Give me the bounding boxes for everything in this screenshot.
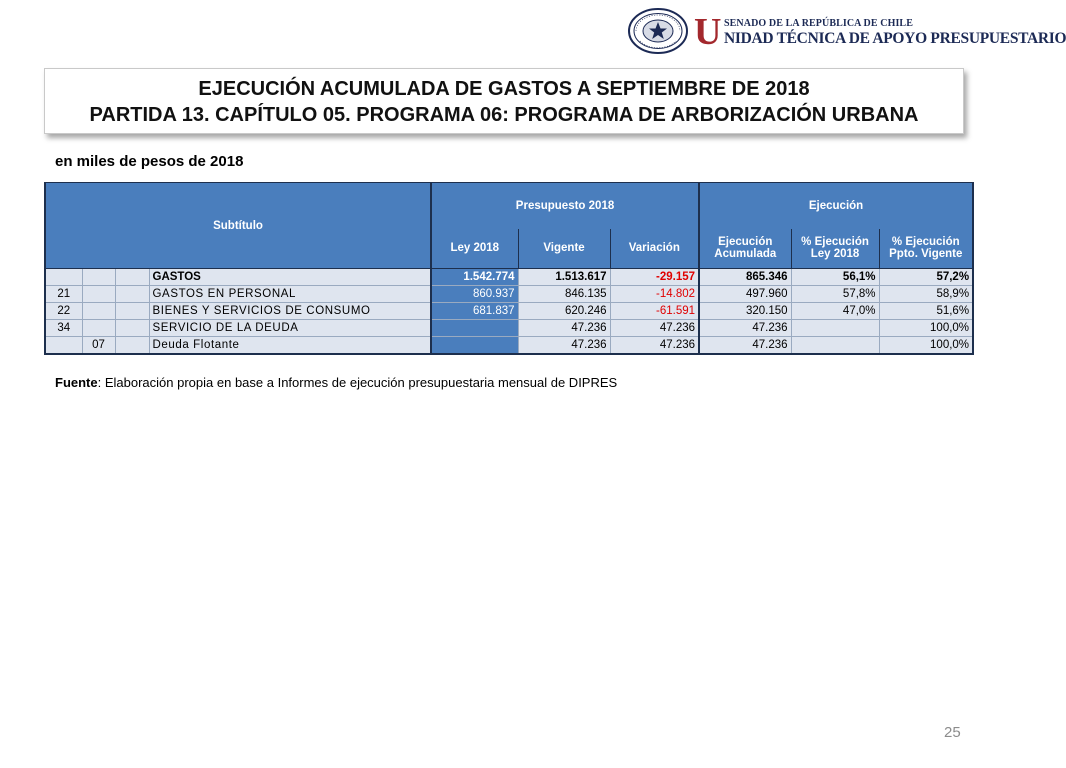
cell-vigente: 47.236 xyxy=(518,320,610,337)
table-row xyxy=(45,320,973,337)
execution-table xyxy=(44,182,974,355)
cell-ejecucion: 497.960 xyxy=(699,286,791,303)
table-row xyxy=(45,286,973,303)
ejec-acum-header-l1: Ejecución xyxy=(718,236,773,249)
logo-senate-text: SENADO DE LA REPÚBLICA DE CHILE xyxy=(724,18,913,29)
cell-variacion: 47.236 xyxy=(610,320,699,337)
pct-vig-header-l2: Ppto. Vigente xyxy=(889,248,963,261)
cell-ley xyxy=(431,337,518,355)
pct-vig-header xyxy=(879,229,973,269)
cell-item xyxy=(82,320,115,337)
logo-unit-text: NIDAD TÉCNICA DE APOYO PRESUPUESTARIO xyxy=(724,30,1066,47)
table-row xyxy=(45,269,973,286)
cell-ley xyxy=(431,320,518,337)
cell-pct-ley: 56,1% xyxy=(791,269,879,286)
cell-variacion: -14.802 xyxy=(610,286,699,303)
cell-label: SERVICIO DE LA DEUDA xyxy=(149,320,431,337)
cell-item xyxy=(82,269,115,286)
cell-vigente: 846.135 xyxy=(518,286,610,303)
ejecucion-header: Ejecución xyxy=(699,183,973,229)
cell-pct-ley xyxy=(791,320,879,337)
pct-ley-header-l2: Ley 2018 xyxy=(810,248,860,261)
logo-initial: U xyxy=(694,11,722,53)
pct-vig-header-l1: % Ejecución xyxy=(891,236,960,249)
cell-pct-vigente: 57,2% xyxy=(879,269,973,286)
cell-pct-ley: 57,8% xyxy=(791,286,879,303)
cell-ejecucion: 865.346 xyxy=(699,269,791,286)
source-note xyxy=(55,375,617,390)
cell-pct-ley xyxy=(791,337,879,355)
cell-subtitulo: 22 xyxy=(45,303,82,320)
cell-subtitulo xyxy=(45,269,82,286)
senate-seal-icon xyxy=(628,8,688,54)
cell-pct-vigente: 100,0% xyxy=(879,320,973,337)
cell-vigente: 47.236 xyxy=(518,337,610,355)
table-row xyxy=(45,337,973,355)
title-line-2: PARTIDA 13. CAPÍTULO 05. PROGRAMA 06: PROGRAMA DE ARBORIZACIÓN URBANA xyxy=(89,104,919,126)
variacion-header: Variación xyxy=(610,229,699,269)
presupuesto-header: Presupuesto 2018 xyxy=(431,183,699,229)
vigente-header: Vigente xyxy=(518,229,610,269)
cell-ejecucion: 47.236 xyxy=(699,320,791,337)
title-line-1: EJECUCIÓN ACUMULADA DE GASTOS A SEPTIEMBRE DE 2018 xyxy=(198,78,810,100)
cell-pct-ley: 47,0% xyxy=(791,303,879,320)
units-subtitle: en miles de pesos de 2018 xyxy=(55,153,244,170)
cell-subtitulo xyxy=(45,337,82,355)
cell-variacion: 47.236 xyxy=(610,337,699,355)
cell-asig xyxy=(115,303,149,320)
cell-ley: 860.937 xyxy=(431,286,518,303)
cell-subtitulo: 21 xyxy=(45,286,82,303)
cell-label: GASTOS EN PERSONAL xyxy=(149,286,431,303)
ejec-acum-header-l2: Acumulada xyxy=(714,248,777,261)
title-box xyxy=(44,68,964,134)
cell-pct-vigente: 58,9% xyxy=(879,286,973,303)
cell-vigente: 1.513.617 xyxy=(518,269,610,286)
cell-asig xyxy=(115,269,149,286)
cell-ejecucion: 47.236 xyxy=(699,337,791,355)
senate-logo xyxy=(628,8,1066,58)
cell-pct-vigente: 51,6% xyxy=(879,303,973,320)
cell-asig xyxy=(115,320,149,337)
cell-label: GASTOS xyxy=(149,269,431,286)
cell-ejecucion: 320.150 xyxy=(699,303,791,320)
cell-vigente: 620.246 xyxy=(518,303,610,320)
cell-ley: 1.542.774 xyxy=(431,269,518,286)
ejec-acum-header xyxy=(699,229,791,269)
cell-subtitulo: 34 xyxy=(45,320,82,337)
cell-item xyxy=(82,303,115,320)
cell-pct-vigente: 100,0% xyxy=(879,337,973,355)
cell-variacion: -29.157 xyxy=(610,269,699,286)
pct-ley-header xyxy=(791,229,879,269)
source-label: Fuente xyxy=(55,375,98,390)
cell-ley: 681.837 xyxy=(431,303,518,320)
table-row xyxy=(45,303,973,320)
cell-label: Deuda Flotante xyxy=(149,337,431,355)
cell-item xyxy=(82,286,115,303)
page-number: 25 xyxy=(944,724,961,741)
cell-asig xyxy=(115,286,149,303)
cell-item: 07 xyxy=(82,337,115,355)
cell-label: BIENES Y SERVICIOS DE CONSUMO xyxy=(149,303,431,320)
source-text: : Elaboración propia en base a Informes de ejecución presupuestaria mensual de DIPRES xyxy=(97,375,618,390)
subtitulo-header: Subtítulo xyxy=(45,183,431,269)
cell-asig xyxy=(115,337,149,355)
cell-variacion: -61.591 xyxy=(610,303,699,320)
pct-ley-header-l1: % Ejecución xyxy=(801,236,869,249)
ley-header: Ley 2018 xyxy=(431,229,518,269)
